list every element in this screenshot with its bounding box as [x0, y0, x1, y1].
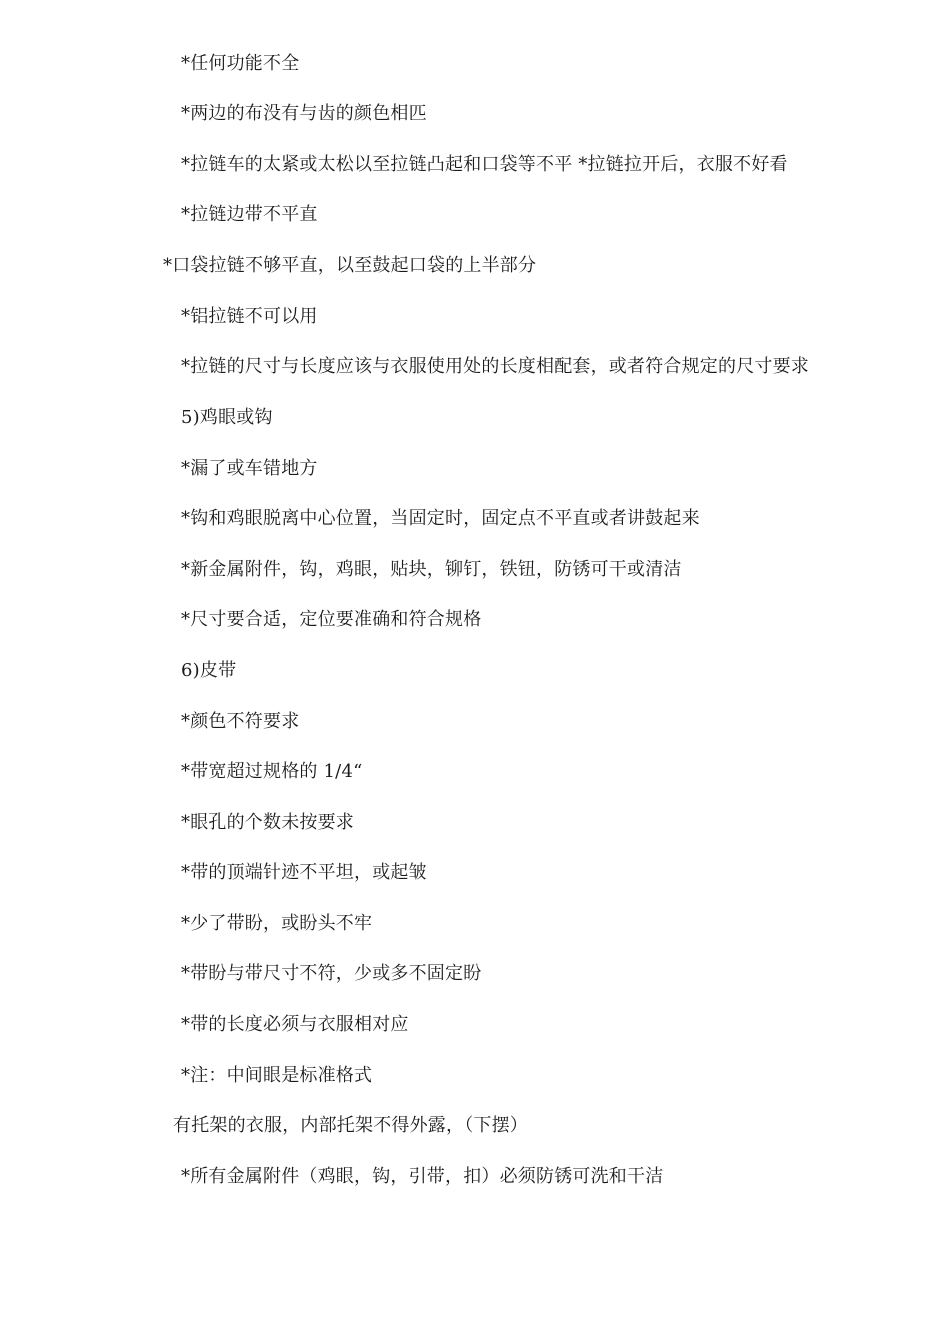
text-line: *带宽超过规格的 1/4“	[181, 761, 363, 782]
section-heading: 5)鸡眼或钩	[181, 407, 273, 428]
text-line: *眼孔的个数未按要求	[181, 812, 354, 833]
text-line: *尺寸要合适，定位要准确和符合规格	[181, 609, 482, 630]
text-line: *口袋拉链不够平直，以至鼓起口袋的上半部分	[163, 255, 537, 276]
section-heading: 6)皮带	[181, 660, 237, 681]
text-line: *新金属附件，钩，鸡眼，贴块，铆钉，铁钮，防锈可干或清洁	[181, 559, 682, 580]
text-line: *两边的布没有与齿的颜色相匹	[181, 103, 427, 124]
text-line: *注：中间眼是标准格式	[181, 1065, 373, 1086]
text-line: *颜色不符要求	[181, 711, 300, 732]
text-line: *铝拉链不可以用	[181, 306, 318, 327]
text-line: 有托架的衣服，内部托架不得外露，（下摆）	[173, 1115, 528, 1136]
text-line: *带盼与带尺寸不符，少或多不固定盼	[181, 963, 482, 984]
text-line: *任何功能不全	[181, 53, 300, 74]
text-line: *带的顶端针迹不平坦，或起皱	[181, 862, 427, 883]
text-line: *带的长度必须与衣服相对应	[181, 1014, 409, 1035]
text-line: *拉链的尺寸与长度应该与衣服使用处的长度相配套，或者符合规定的尺寸要求	[181, 356, 809, 377]
text-line: *少了带盼，或盼头不牢	[181, 913, 373, 934]
text-line: *漏了或车错地方	[181, 458, 318, 479]
text-line: *拉链边带不平直	[181, 204, 318, 225]
text-line: *钩和鸡眼脱离中心位置，当固定时，固定点不平直或者讲鼓起来	[181, 508, 700, 529]
text-line: *所有金属附件（鸡眼，钩，引带，扣）必须防锈可洗和干洁	[181, 1166, 664, 1187]
text-line: *拉链车的太紧或太松以至拉链凸起和口袋等不平 *拉链拉开后，衣服不好看	[181, 154, 788, 175]
